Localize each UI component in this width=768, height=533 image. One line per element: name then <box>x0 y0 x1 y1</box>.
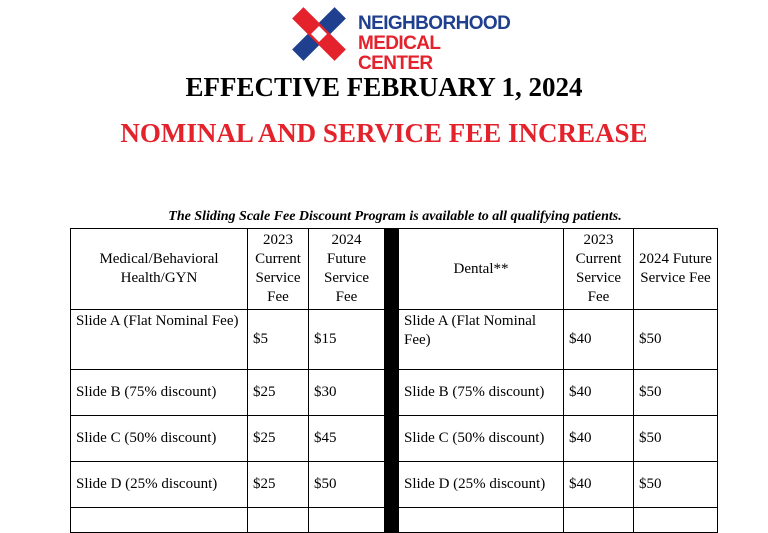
empty-cell <box>309 508 385 533</box>
dental-slide-cell: Slide A (Flat Nominal Fee) <box>399 310 564 370</box>
cross-x-icon <box>284 6 354 62</box>
logo-line1: NEIGHBORHOOD <box>358 13 511 34</box>
effective-date-heading: EFFECTIVE FEBRUARY 1, 2024 <box>185 72 583 102</box>
header-dental-future: 2024 Future Service Fee <box>634 229 718 310</box>
empty-cell <box>71 508 248 533</box>
dental-future-fee: $50 <box>634 462 718 508</box>
logo <box>284 6 511 74</box>
dental-future-fee: $50 <box>634 370 718 416</box>
medical-future-fee: $45 <box>309 416 385 462</box>
medical-slide-cell: Slide C (50% discount) <box>71 416 248 462</box>
header-medical-future: 2024 Future Service Fee <box>309 229 385 310</box>
dental-current-fee: $40 <box>564 310 634 370</box>
program-note: The Sliding Scale Fee Discount Program is available to all qualifying patients. <box>168 209 622 224</box>
medical-slide-cell: Slide D (25% discount) <box>71 462 248 508</box>
dental-slide-cell: Slide D (25% discount) <box>399 462 564 508</box>
header-medical-current: 2023 Current Service Fee <box>248 229 309 310</box>
medical-slide-cell: Slide B (75% discount) <box>71 370 248 416</box>
header-dental-current: 2023 Current Service Fee <box>564 229 634 310</box>
dental-current-fee: $40 <box>564 416 634 462</box>
dental-future-fee: $50 <box>634 416 718 462</box>
column-divider <box>385 229 399 533</box>
dental-current-fee: $40 <box>564 462 634 508</box>
fee-increase-title: NOMINAL AND SERVICE FEE INCREASE <box>120 118 648 148</box>
medical-current-fee: $25 <box>248 416 309 462</box>
header-medical: Medical/Behavioral Health/GYN <box>71 229 248 310</box>
medical-current-fee: $5 <box>248 310 309 370</box>
medical-slide-cell: Slide A (Flat Nominal Fee) <box>71 310 248 370</box>
medical-current-fee: $25 <box>248 370 309 416</box>
empty-cell <box>399 508 564 533</box>
dental-slide-cell: Slide B (75% discount) <box>399 370 564 416</box>
empty-cell <box>634 508 718 533</box>
dental-future-fee: $50 <box>634 310 718 370</box>
empty-cell <box>564 508 634 533</box>
medical-current-fee: $25 <box>248 462 309 508</box>
logo-line2: MEDICAL CENTER <box>358 33 441 74</box>
medical-future-fee: $30 <box>309 370 385 416</box>
dental-slide-cell: Slide C (50% discount) <box>399 416 564 462</box>
medical-future-fee: $50 <box>309 462 385 508</box>
medical-future-fee: $15 <box>309 310 385 370</box>
empty-cell <box>248 508 309 533</box>
header-dental: Dental** <box>399 229 564 310</box>
logo-text <box>358 14 510 74</box>
dental-current-fee: $40 <box>564 370 634 416</box>
table-header-row <box>71 229 718 310</box>
fee-table <box>70 228 718 533</box>
